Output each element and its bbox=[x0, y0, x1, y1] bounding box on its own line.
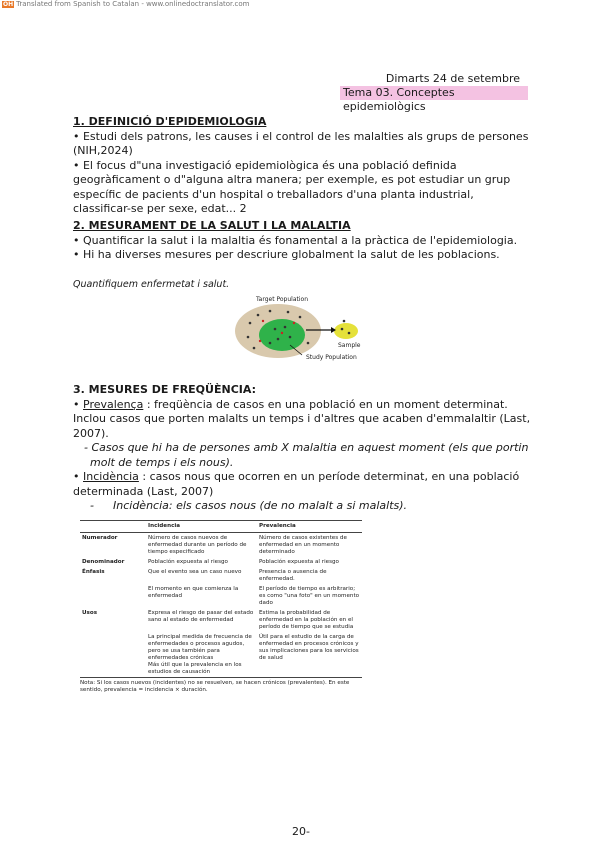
table-cell: El período de tiempo es arbitrario; es como "una foto" en un momento dado bbox=[259, 585, 360, 606]
table-cell: Numerador bbox=[82, 534, 118, 541]
prevalence-text: : freqüència de casos en una població en un moment determinat. Inclou casos que porten malalts un temps i d'altres que acaben d'emmalaltir (Last, 2007). bbox=[73, 397, 531, 440]
table-cell: Útil para el estudio de la carga de enfermedad en procesos crónicos y sus implicaciones para los servicios de salud bbox=[257, 632, 362, 678]
table-note: Nota: Si los casos nuevos (incidentes) no se resuelven, se hacen crónicos (prevalentes). En este sentido, prevalencia = incidencia × duración. bbox=[80, 680, 350, 693]
incidence-definition: • Incidència : casos nous que ocorren en un període determinat, en una població determinada (Last, 2007) bbox=[73, 470, 520, 498]
incidence-term: Incidència bbox=[83, 470, 139, 483]
sample-label: Sample bbox=[338, 342, 361, 349]
prevalence-example: - Casos que hi ha de persones amb X malaltia en aquest moment (els que portin molt de temps i els nous). bbox=[84, 441, 529, 469]
table-cell bbox=[80, 584, 146, 608]
section-frequency bbox=[73, 383, 533, 514]
bullet: • Estudi dels patrons, les causes i el control de les malalties als grups de persones (NIH,2024) bbox=[73, 129, 529, 157]
table-cell: Población expuesta al riesgo bbox=[148, 558, 228, 565]
bullet: • El focus d"una investigació epidemiològica és una població definida geogràficament o d"alguna altra manera; per exemple, es pot estudiar un grup específic de pacients d'un hospital o treballadors d'una planta industrial, classificar-se per sexe, edat... 2 bbox=[73, 158, 511, 215]
section-1-heading: 1. DEFINICIÓ D'EPIDEMIOLOGIA bbox=[73, 115, 267, 128]
table-header: Prevalencia bbox=[257, 521, 362, 533]
table-row bbox=[80, 608, 362, 632]
translator-logo: OH bbox=[3, 0, 14, 8]
translation-notice: Translated from Spanish to Catalan - www.onlinedoctranslator.com bbox=[16, 0, 250, 8]
translation-banner bbox=[2, 0, 249, 8]
comparison-table bbox=[80, 520, 362, 678]
table-cell: Denominador bbox=[82, 558, 125, 565]
page-number: 20- bbox=[292, 825, 310, 838]
table-cell: Número de casos nuevos de enfermedad durante un período de tiempo especificado bbox=[148, 534, 247, 555]
table-cell bbox=[80, 632, 146, 678]
table-cell: Población expuesta al riesgo bbox=[259, 558, 339, 565]
incidence-text: : casos nous que ocorren en un període determinat, en una població determinada (Last, 2007) bbox=[73, 470, 520, 498]
study-population-label: Study Population bbox=[306, 354, 357, 361]
table-row bbox=[80, 567, 362, 584]
table-cell: El momento en que comienza la enfermedad bbox=[148, 585, 239, 599]
table-row bbox=[80, 557, 362, 567]
prevalence-definition: • Prevalença : freqüència de casos en una població en un moment determinat. Inclou casos que porten malalts un temps i d'altres que acaben d'emmalaltir (Last, 2007). bbox=[73, 397, 531, 440]
table-cell: La principal medida de frecuencia de enfermedades o procesos agudos, pero se usa también para enfermedades crónicas Más útil que la prevalencia en los estudios de causación bbox=[146, 632, 257, 678]
section-definition bbox=[73, 115, 533, 217]
bullet: • Hi ha diverses mesures per descriure globalment la salut de les poblacions. bbox=[73, 248, 500, 261]
section-3-heading: 3. MESURES DE FREQÜÈNCIA: bbox=[73, 383, 256, 396]
comparison-table-figure bbox=[80, 520, 362, 694]
date: Dimarts 24 de setembre bbox=[385, 72, 520, 85]
table-cell: Expresa el riesgo de pasar del estado sano al estado de enfermedad bbox=[148, 609, 254, 623]
table-row bbox=[80, 632, 362, 678]
table-header-row bbox=[80, 521, 362, 533]
italic-note: Quantifiquem enfermetat i salut. bbox=[73, 279, 230, 290]
incidence-example: Incidència: els casos nous (de no malalt a si malalts). bbox=[113, 499, 408, 512]
target-population-label: Target Population bbox=[256, 296, 308, 303]
table-cell: Número de casos existentes de enfermedad en un momento determinado bbox=[259, 534, 347, 555]
table-row bbox=[80, 584, 362, 608]
section-measurement bbox=[73, 219, 533, 263]
table-cell: Énfasis bbox=[82, 568, 105, 575]
bullet: • Quantificar la salut i la malaltia és fonamental a la pràctica de l'epidemiologia. bbox=[73, 233, 518, 247]
table-cell: Estima la probabilidad de enfermedad en la población en el período de tiempo que se estudia bbox=[259, 609, 354, 630]
topic-title: Tema 03. Conceptes epidemiològics bbox=[340, 86, 528, 100]
section-2-heading: 2. MESURAMENT DE LA SALUT I LA MALALTIA bbox=[73, 219, 351, 232]
population-diagram bbox=[230, 293, 370, 363]
prevalence-term: Prevalença bbox=[83, 397, 144, 411]
dash: - bbox=[90, 499, 94, 512]
table-header: Incidencia bbox=[146, 521, 257, 533]
table-cell: Presencia o ausencia de enfermedad. bbox=[259, 568, 327, 582]
table-cell: Usos bbox=[82, 609, 98, 616]
sample-ellipse bbox=[334, 323, 358, 339]
incidence-example-line bbox=[73, 499, 533, 514]
study-population-ellipse bbox=[259, 319, 305, 351]
table-cell: Que el evento sea un caso nuevo bbox=[148, 568, 242, 575]
table-header bbox=[80, 521, 146, 533]
table-row bbox=[80, 533, 362, 558]
